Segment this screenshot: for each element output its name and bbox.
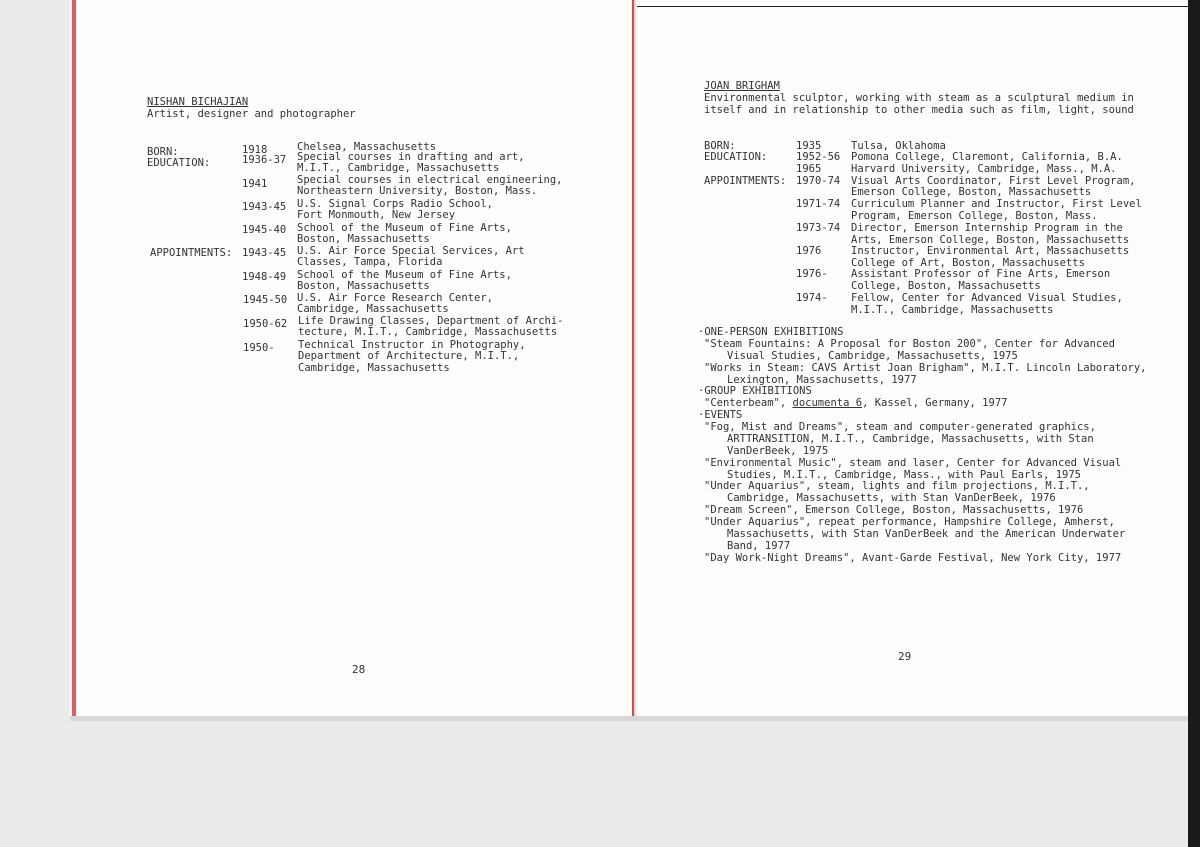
left-entry-line: School of the Museum of Fine Arts, (297, 222, 512, 234)
right-entry-line: Harvard University, Cambridge, Mass., M.A. (851, 163, 1117, 175)
left-entry-line: Fort Monmouth, New Jersey (297, 209, 456, 221)
left-entry-line: Special courses in electrical engineering, (297, 174, 563, 186)
right-entry-line: Curriculum Planner and Instructor, First Level (851, 198, 1142, 210)
group-exhibitions-heading: ·GROUP EXHIBITIONS (698, 385, 812, 397)
event-line: "Day Work-Night Dreams", Avant-Garde Festival, New York City, 1977 (704, 552, 1122, 564)
right-page-number: 29 (898, 650, 912, 663)
right-entry-line: Pomona College, Claremont, California, B.A. (851, 151, 1123, 163)
left-year: 1918 (242, 144, 268, 156)
event-line-cont: ARTTRANSITION, M.I.T., Cambridge, Massachusetts, with Stan (727, 433, 1094, 445)
right-year: 1976 (796, 245, 822, 257)
exhibition-line-cont: Visual Studies, Cambridge, Massachusetts, 1975 (727, 350, 1018, 362)
exhibition-line: "Works in Steam: CAVS Artist Joan Brigham", M.I.T. Lincoln Laboratory, (704, 362, 1147, 374)
right-artist-name: JOAN BRIGHAM (704, 80, 780, 92)
left-entry-line: Special courses in drafting and art, (297, 151, 525, 163)
event-line: "Under Aquarius", repeat performance, Hampshire College, Amherst, (704, 516, 1115, 528)
event-line-cont: Band, 1977 (727, 540, 791, 552)
right-year: 1970-74 (796, 175, 841, 187)
left-year: 1945-40 (242, 224, 287, 236)
event-line-cont: Massachusetts, with Stan VanDerBeek and the American Underwater (727, 528, 1126, 540)
right-entry-line: Visual Arts Coordinator, First Level Program, (851, 175, 1136, 187)
right-year: 1973-74 (796, 222, 841, 234)
left-artist-name: NISHAN BICHAJIAN (147, 96, 249, 108)
exhibition-line-cont: Lexington, Massachusetts, 1977 (727, 374, 917, 386)
left-entry-line: U.S. Air Force Special Services, Art (297, 245, 525, 257)
right-born-label: BORN: (704, 140, 736, 152)
left-year: 1941 (242, 178, 268, 190)
right-intro-line: Environmental sculptor, working with steam as a sculptural medium in (704, 92, 1134, 104)
right-entry-line: Assistant Professor of Fine Arts, Emerson (851, 268, 1111, 280)
group-exhibition-title: "Centerbeam", (704, 397, 793, 409)
left-entry-line: U.S. Air Force Research Center, (297, 292, 493, 304)
event-line-cont: Cambridge, Massachusetts, with Stan VanDerBeek, 1976 (727, 492, 1056, 504)
right-year: 1974- (796, 292, 828, 304)
left-year: 1936-37 (242, 154, 287, 166)
left-appointments-label: APPOINTMENTS: (150, 247, 233, 259)
left-entry-line: Boston, Massachusetts (297, 233, 430, 245)
event-line: "Environmental Music", steam and laser, Center for Advanced Visual (704, 457, 1122, 469)
right-year: 1965 (796, 163, 822, 175)
right-entry-line: Instructor, Environmental Art, Massachusetts (851, 245, 1130, 257)
right-intro-line: itself and in relationship to other media such as film, light, sound (704, 104, 1134, 116)
left-born-label: BORN: (147, 146, 179, 158)
left-entry-line: Classes, Tampa, Florida (297, 256, 443, 268)
left-artist-subtitle: Artist, designer and photographer (147, 108, 356, 120)
left-entry-line: Department of Architecture, M.I.T., (298, 350, 520, 362)
right-year: 1971-74 (796, 198, 841, 210)
scan-dark-edge (1188, 0, 1200, 847)
group-exhibition-line (704, 397, 1007, 409)
group-exhibition-rest: , Kassel, Germany, 1977 (862, 397, 1008, 409)
event-line: "Fog, Mist and Dreams", steam and computer-generated graphics, (704, 421, 1096, 433)
right-entry-line: Fellow, Center for Advanced Visual Studies, (851, 292, 1123, 304)
left-entry-line: Northeastern University, Boston, Mass. (297, 185, 538, 197)
left-entry-line: M.I.T., Cambridge, Massachusetts (297, 162, 500, 174)
left-entry-line: Life Drawing Classes, Department of Archi- (298, 315, 564, 327)
left-year: 1950- (243, 342, 275, 354)
left-entry-line: Technical Instructor in Photography, (298, 339, 526, 351)
event-line-cont: VanDerBeek, 1975 (727, 445, 829, 457)
left-entry-line: Boston, Massachusetts (297, 280, 430, 292)
right-year: 1976- (796, 268, 828, 280)
page-bottom-shadow (70, 716, 1188, 721)
left-page-number: 28 (352, 663, 366, 676)
event-line: "Dream Screen", Emerson College, Boston, Massachusetts, 1976 (704, 504, 1084, 516)
left-entry-line: Chelsea, Massachusetts (297, 141, 437, 153)
left-entry-line: Cambridge, Massachusetts (297, 303, 449, 315)
left-year: 1945-50 (243, 294, 288, 306)
one-person-exhibitions-heading: ·ONE-PERSON EXHIBITIONS (698, 326, 844, 338)
right-appointments-label: APPOINTMENTS: (704, 175, 787, 187)
exhibition-line: "Steam Fountains: A Proposal for Boston 200", Center for Advanced (704, 338, 1115, 350)
left-year: 1943-45 (242, 247, 287, 259)
right-year: 1952-56 (796, 151, 841, 163)
right-year: 1935 (796, 140, 822, 152)
left-year: 1950-62 (243, 318, 288, 330)
left-year: 1948-49 (242, 271, 287, 283)
right-education-label: EDUCATION: (704, 151, 768, 163)
left-entry-line: Cambridge, Massachusetts (298, 362, 450, 374)
right-entry-line: M.I.T., Cambridge, Massachusetts (851, 304, 1054, 316)
left-entry-line: School of the Museum of Fine Arts, (297, 269, 512, 281)
left-education-label: EDUCATION: (147, 157, 211, 169)
event-line: "Under Aquarius", steam, lights and film projections, M.I.T., (704, 480, 1090, 492)
left-entry-line: U.S. Signal Corps Radio School, (297, 198, 493, 210)
right-entry-line: College of Art, Boston, Massachusetts (851, 257, 1085, 269)
right-entry-line: Emerson College, Boston, Massachusetts (851, 186, 1092, 198)
right-entry-line: Arts, Emerson College, Boston, Massachusetts (851, 234, 1130, 246)
event-line-cont: Studies, M.I.T., Cambridge, Mass., with Paul Earls, 1975 (727, 469, 1082, 481)
page-top-edge (637, 6, 1193, 7)
right-entry-line: Tulsa, Oklahoma (851, 140, 946, 152)
left-year: 1943-45 (242, 201, 287, 213)
right-entry-line: Director, Emerson Internship Program in the (851, 222, 1123, 234)
right-entry-line: Program, Emerson College, Boston, Mass. (851, 210, 1098, 222)
documenta-link-text: documenta 6 (792, 397, 863, 409)
book-gutter (634, 0, 637, 720)
left-entry-line: tecture, M.I.T., Cambridge, Massachusetts (298, 326, 558, 338)
right-entry-line: College, Boston, Massachusetts (851, 280, 1041, 292)
events-heading: ·EVENTS (698, 409, 743, 421)
